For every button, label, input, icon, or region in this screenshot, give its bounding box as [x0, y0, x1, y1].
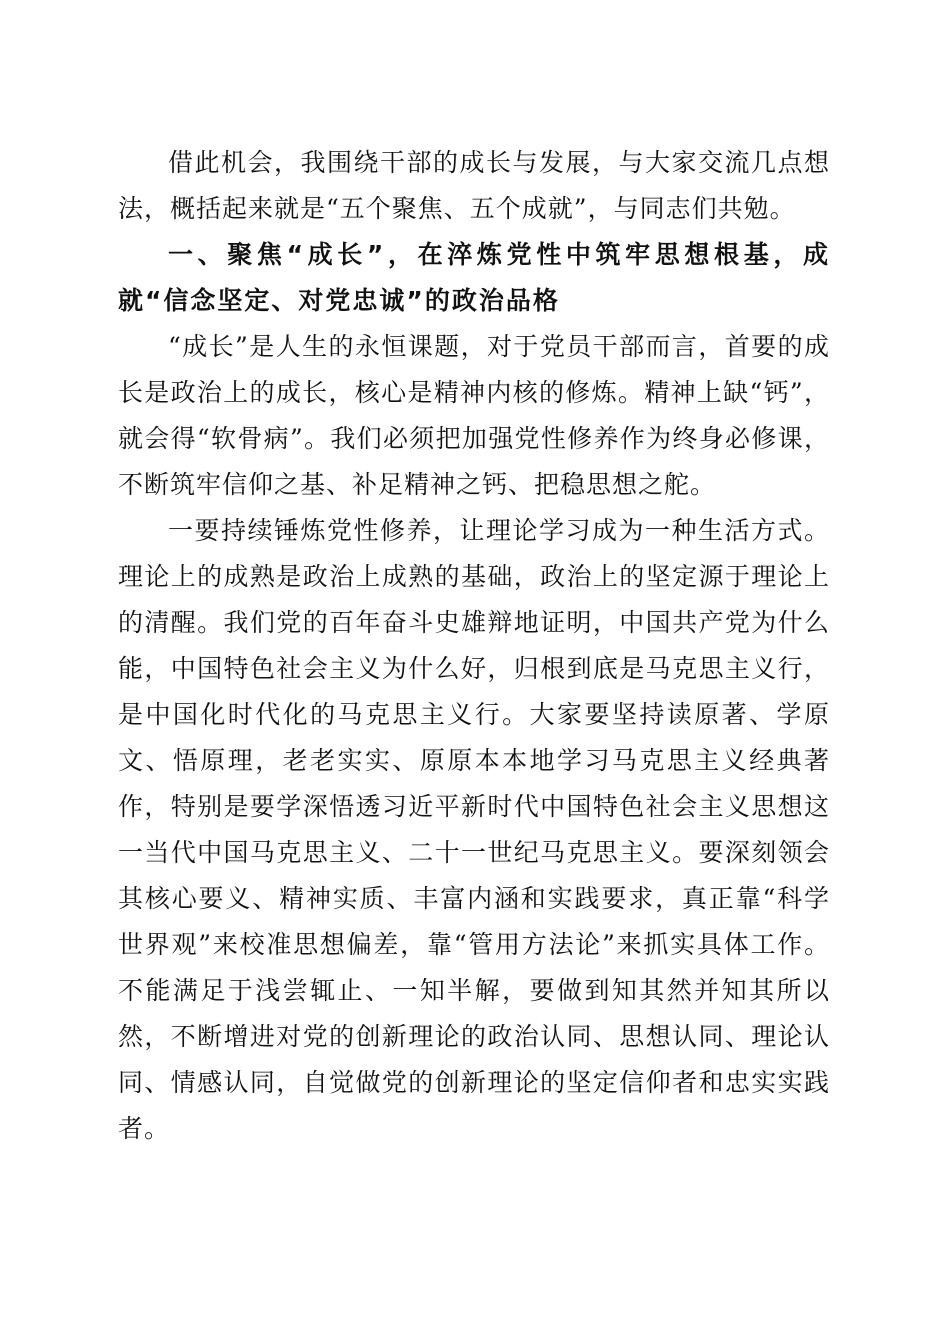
- body-paragraph: 一要持续锤炼党性修养，让理论学习成为一种生活方式。理论上的成熟是政治上成熟的基础，政治上的坚定源于理论上的清醒。我们党的百年奋斗史雄辩地证明，中国共产党为什么能，中国特色社会主义为什么好，归根到底是马克思主义行，是中国化时代化的马克思主义行。大家要坚持读原著、学原文、悟原理，老老实实、原原本本地学习马克思主义经典著作，特别是要学深悟透习近平新时代中国特色社会主义思想这一当代中国马克思主义、二十一世纪马克思主义。要深刻领会其核心要义、精神实质、丰富内涵和实践要求，真正靠“科学世界观”来校准思想偏差，靠“管用方法论”来抓实具体工作。不能满足于浅尝辄止、一知半解，要做到知其然并知其所以然，不断增进对党的创新理论的政治认同、思想认同、理论认同、情感认同，自觉做党的创新理论的坚定信仰者和忠实实践者。: [118, 516, 830, 1143]
- body-paragraph: “成长”是人生的永恒课题，对于党员干部而言，首要的成长是政治上的成长，核心是精神内核的修炼。精神上缺“钙”，就会得“软骨病”。我们必须把加强党性修养作为终身必修课，不断筑牢信仰之基、补足精神之钙、把稳思想之舵。: [118, 332, 830, 499]
- document-body: [118, 140, 830, 1152]
- intro-paragraph: 借此机会，我围绕干部的成长与发展，与大家交流几点想法，概括起来就是“五个聚焦、五个成就”，与同志们共勉。: [118, 148, 830, 223]
- section-heading: 一、聚焦“成长”，在淬炼党性中筑牢思想根基，成就“信念坚定、对党忠诚”的政治品格: [118, 240, 830, 315]
